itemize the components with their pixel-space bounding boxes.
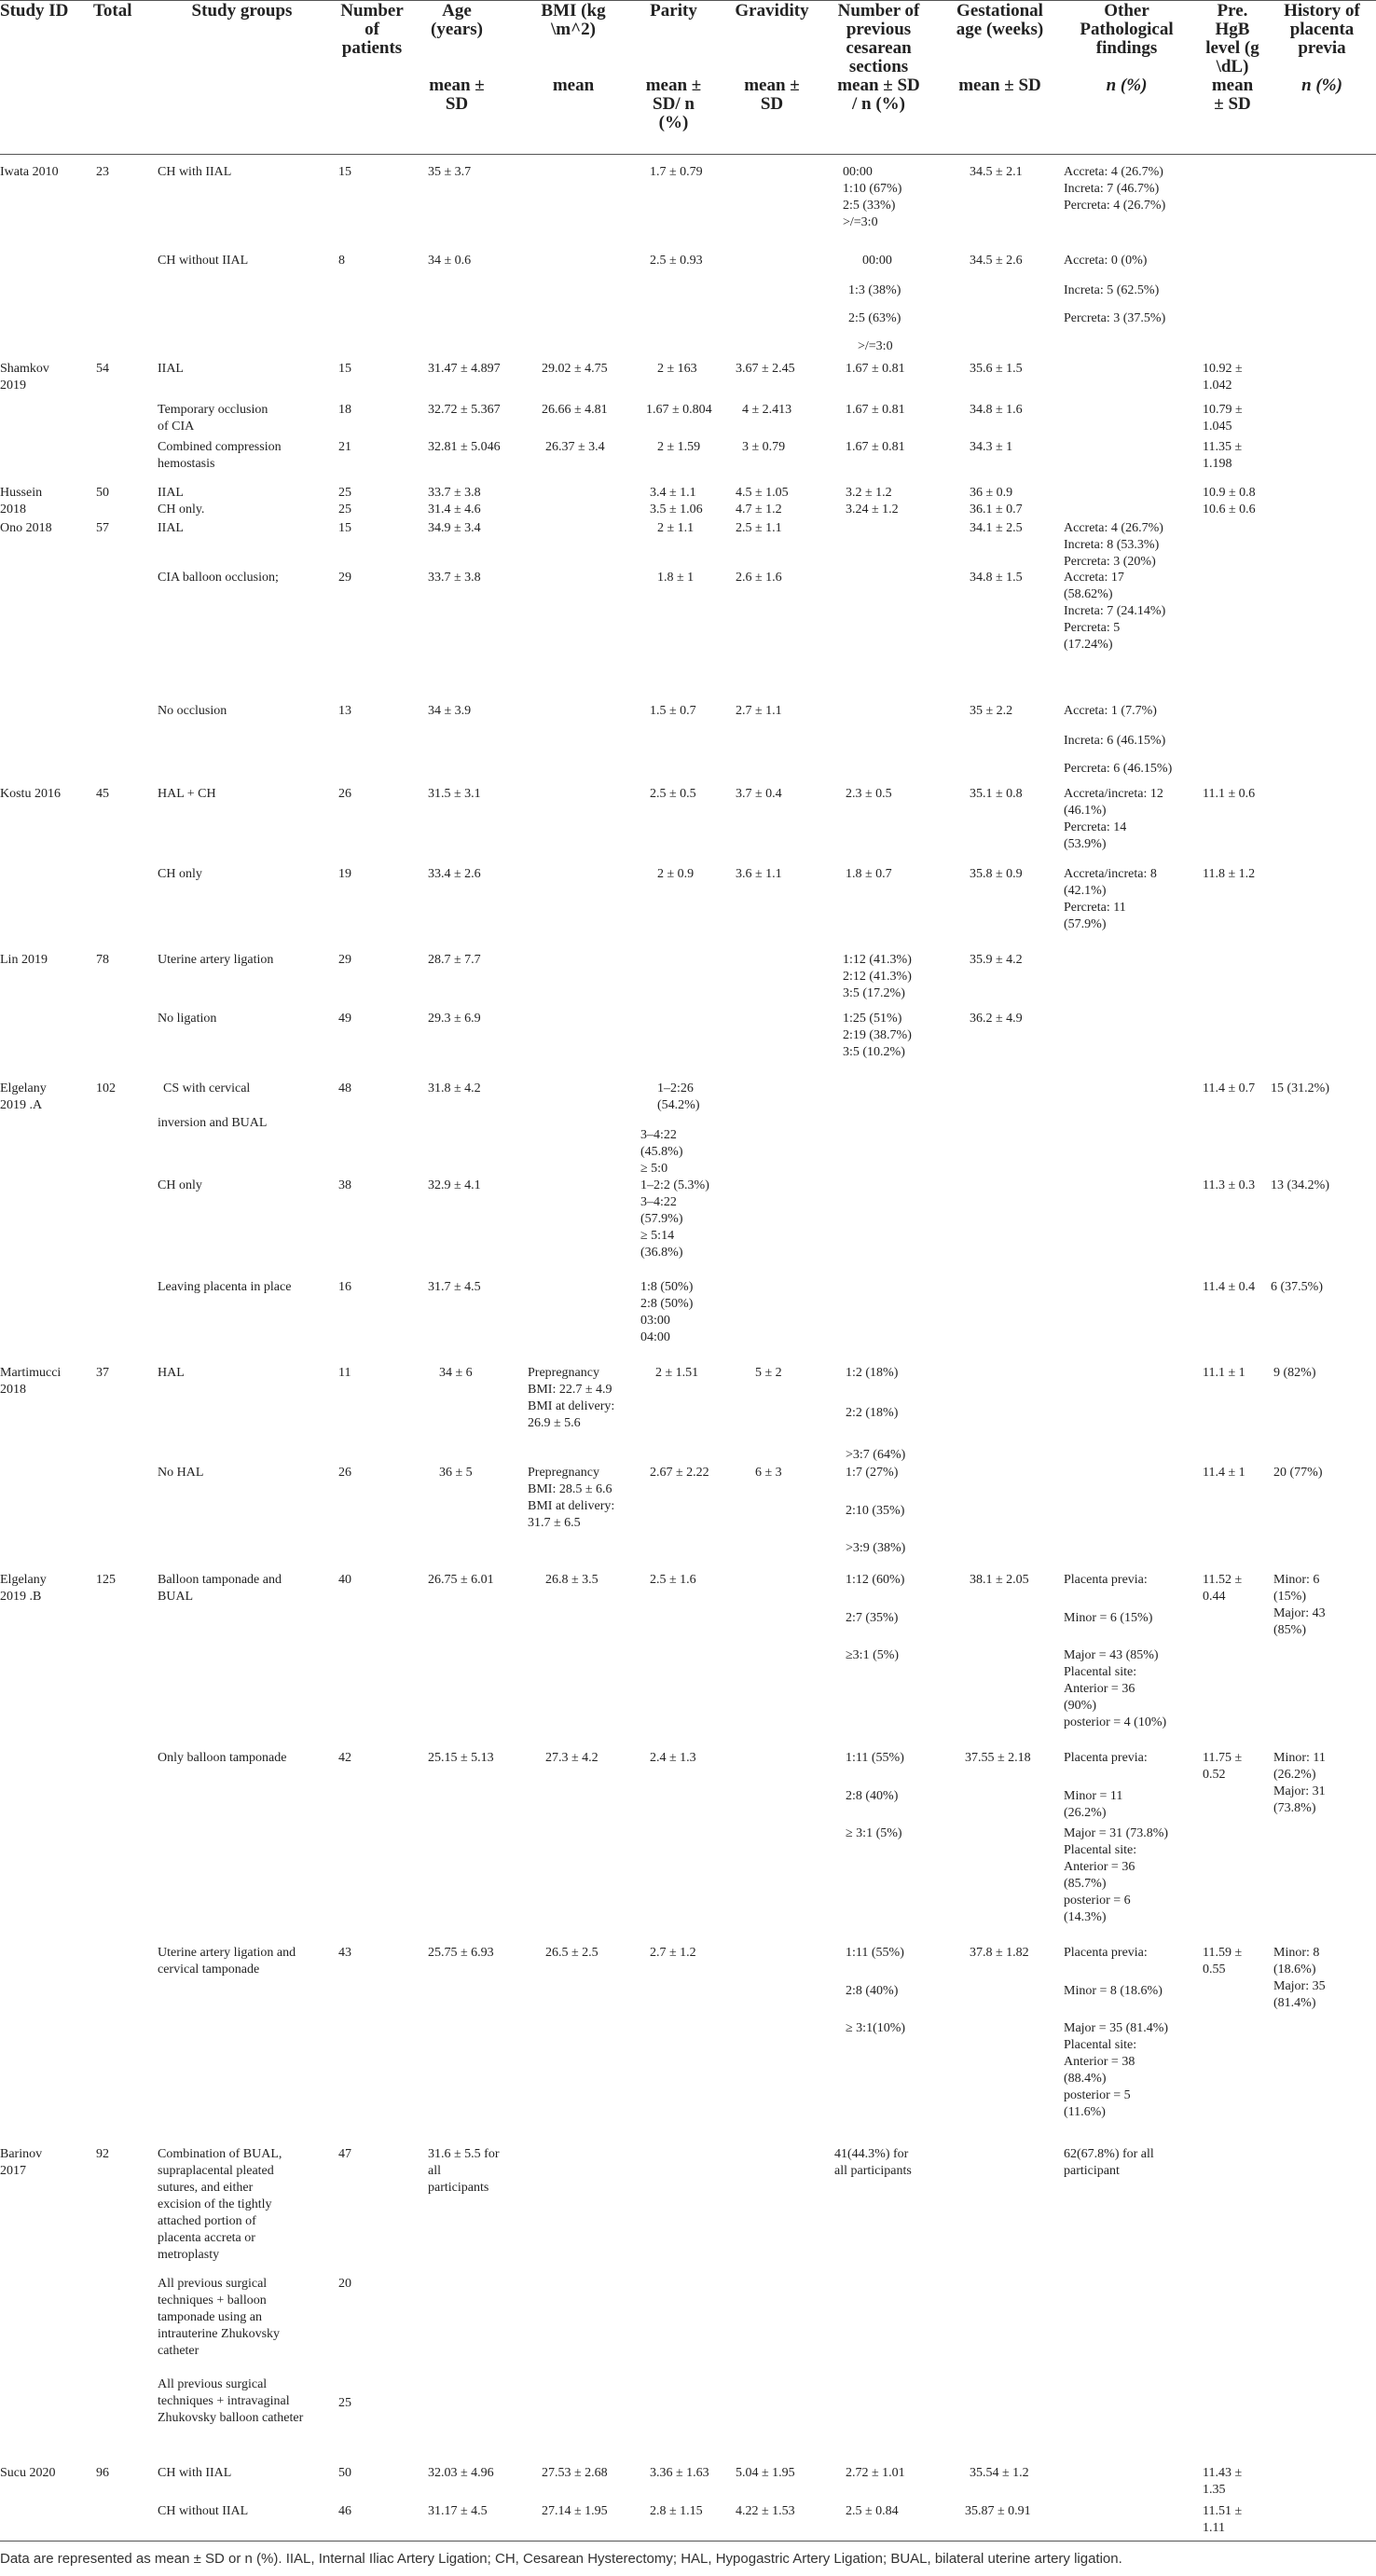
- header-number-of-patients: Number of patients: [340, 1, 404, 58]
- table-cell: 8: [338, 254, 345, 268]
- table-cell: Minor: 8 (18.6%) Major: 35 (81.4%): [1273, 1946, 1326, 2010]
- table-cell: 2.5 ± 0.5: [650, 787, 696, 801]
- table-cell: 1.8 ± 1: [657, 571, 695, 585]
- header-gravidity-sub: mean ± SD: [744, 76, 800, 114]
- table-cell: 42: [338, 1751, 351, 1765]
- table-cell: Percreta: 3 (37.5%): [1064, 311, 1166, 325]
- table-cell: 4 ± 2.413: [742, 403, 792, 417]
- table-cell: 36 ± 5: [439, 1466, 473, 1480]
- table-cell: 11.4 ± 0.4: [1203, 1280, 1256, 1294]
- table-cell: IIAL: [158, 362, 184, 376]
- table-cell: 35 ± 2.2: [970, 704, 1013, 718]
- table-cell: Combination of BUAL, supraplacental pleated sutures, and either excision of the tightly attached portion of placenta accreta or metroplasty: [158, 2147, 282, 2262]
- table-cell: 15: [338, 521, 351, 535]
- table-cell: >3:7 (64%): [846, 1448, 906, 1462]
- table-cell: 29: [338, 571, 351, 585]
- table-cell: 26.5 ± 2.5: [545, 1946, 599, 1960]
- header-pathological-findings: Other Pathological findings: [1080, 1, 1174, 58]
- table-cell: 2.7 ± 1.1: [736, 704, 782, 718]
- table-cell: Minor = 8 (18.6%): [1064, 1984, 1163, 1998]
- table-cell: 50: [338, 2466, 351, 2480]
- table-cell: Minor = 6 (15%): [1064, 1611, 1153, 1625]
- table-cell: 25.15 ± 5.13: [428, 1751, 494, 1765]
- table-cell: CH with IIAL: [158, 165, 232, 179]
- table-cell: ≥3:1 (5%): [846, 1648, 900, 1662]
- header-parity: Parity: [650, 1, 697, 21]
- table-cell: 00:00 1:10 (67%) 2:5 (33%) >/=3:0: [843, 165, 902, 229]
- table-cell: 37.8 ± 1.82: [970, 1946, 1029, 1960]
- table-cell: 10.79 ± 1.045: [1203, 403, 1243, 434]
- table-cell: 34.3 ± 1: [970, 440, 1013, 454]
- table-cell: 1.5 ± 0.7: [650, 704, 696, 718]
- table-cell: Kostu 2016: [0, 787, 61, 801]
- table-cell: 26.75 ± 6.01: [428, 1573, 494, 1587]
- table-cell: 2.7 ± 1.2: [650, 1946, 696, 1960]
- table-cell: 29.02 ± 4.75: [542, 362, 608, 376]
- table-cell: 11.3 ± 0.3: [1203, 1178, 1256, 1192]
- table-bottom-rule: [0, 2541, 1376, 2542]
- table-cell: 2.6 ± 1.6: [736, 571, 782, 585]
- table-cell: 96: [96, 2466, 109, 2480]
- table-cell: 3.67 ± 2.45: [736, 362, 795, 376]
- table-cell: 36.2 ± 4.9: [970, 1012, 1023, 1026]
- table-cell: 1.67 ± 0.81: [846, 362, 905, 376]
- header-parity-sub: mean ± SD/ n (%): [645, 76, 702, 132]
- table-cell: Accreta: 4 (26.7%) Increta: 8 (53.3%) Percreta: 3 (20%): [1064, 521, 1163, 569]
- table-cell: 2 ± 163: [657, 362, 697, 376]
- table-cell: 1:2 (18%): [846, 1366, 899, 1380]
- table-cell: 50: [96, 486, 109, 500]
- table-cell: CIA balloon occlusion;: [158, 571, 279, 585]
- table-cell: ≥ 3:1 (5%): [846, 1826, 902, 1840]
- table-cell: No occlusion: [158, 704, 227, 718]
- table-cell: 48: [338, 1081, 351, 1095]
- table-cell: 29.3 ± 6.9: [428, 1012, 481, 1026]
- table-cell: Balloon tamponade and BUAL: [158, 1573, 282, 1604]
- header-bmi: BMI (kg \m^2): [541, 1, 606, 39]
- table-cell: 32.9 ± 4.1: [428, 1178, 481, 1192]
- table-cell: 1:11 (55%): [846, 1946, 904, 1960]
- table-cell: 31.6 ± 5.5 for all participants: [428, 2147, 500, 2195]
- table-cell: 1:25 (51%) 2:19 (38.7%) 3:5 (10.2%): [843, 1012, 912, 1059]
- table-cell: 49: [338, 1012, 351, 1026]
- table-cell: Ono 2018: [0, 521, 52, 535]
- header-bmi-sub: mean: [552, 76, 595, 95]
- table-cell: 11.8 ± 1.2: [1203, 867, 1256, 881]
- table-cell: 1–2:2 (5.3%) 3–4:22 (57.9%) ≥ 5:14 (36.8%): [640, 1178, 709, 1260]
- table-cell: 2:8 (40%): [846, 1789, 899, 1803]
- table-cell: 34 ± 6: [439, 1366, 473, 1380]
- table-cell: 2.5 ± 0.93: [650, 254, 703, 268]
- table-cell: 2.67 ± 2.22: [650, 1466, 709, 1480]
- table-cell: 41(44.3%) for all participants: [834, 2147, 912, 2178]
- table-cell: 1.7 ± 0.79: [650, 165, 703, 179]
- table-cell: Placenta previa:: [1064, 1573, 1148, 1587]
- table-cell: HAL + CH: [158, 787, 216, 801]
- table-cell: Uterine artery ligation: [158, 953, 274, 967]
- table-cell: ≥ 3:1(10%): [846, 2021, 906, 2035]
- table-cell: 25 25: [338, 486, 351, 517]
- header-gravidity: Gravidity: [735, 1, 809, 21]
- table-cell: 38: [338, 1178, 351, 1192]
- table-cell: Elgelany 2019 .A: [0, 1081, 47, 1112]
- table-cell: Minor: 6 (15%) Major: 43 (85%): [1273, 1573, 1326, 1637]
- table-cell: Major = 35 (81.4%) Placental site: Anterior = 38 (88.4%) posterior = 5 (11.6%): [1064, 2021, 1169, 2119]
- table-cell: 18: [338, 403, 351, 417]
- table-cell: 3.4 ± 1.1 3.5 ± 1.06: [650, 486, 703, 517]
- table-cell: 26: [338, 787, 351, 801]
- table-cell: Placenta previa:: [1064, 1751, 1148, 1765]
- table-cell: 29: [338, 953, 351, 967]
- table-cell: Major = 31 (73.8%) Placental site: Anterior = 36 (85.7%) posterior = 6 (14.3%): [1064, 1826, 1169, 1924]
- table-cell: 27.53 ± 2.68: [542, 2466, 608, 2480]
- table-cell: 2:8 (40%): [846, 1984, 899, 1998]
- table-cell: 4.22 ± 1.53: [736, 2504, 795, 2518]
- table-cell: Increta: 6 (46.15%): [1064, 734, 1166, 748]
- table-cell: inversion and BUAL: [158, 1116, 268, 1130]
- table-cell: 1.67 ± 0.81: [846, 403, 905, 417]
- table-cell: 3 ± 0.79: [742, 440, 786, 454]
- table-cell: 11.43 ± 1.35: [1203, 2466, 1243, 2497]
- table-cell: 1:3 (38%): [848, 283, 901, 297]
- header-pre-hgb: Pre. HgB level (g \dL) mean ± SD: [1205, 1, 1259, 114]
- table-cell: 31.8 ± 4.2: [428, 1081, 481, 1095]
- table-cell: 35.87 ± 0.91: [965, 2504, 1031, 2518]
- table-cell: 32.03 ± 4.96: [428, 2466, 494, 2480]
- table-cell: CH without IIAL: [158, 254, 249, 268]
- table-cell: No HAL: [158, 1466, 204, 1480]
- table-cell: Accreta: 4 (26.7%) Increta: 7 (46.7%) Percreta: 4 (26.7%): [1064, 165, 1166, 213]
- table-cell: 11.35 ± 1.198: [1203, 440, 1243, 471]
- table-cell: 1.67 ± 0.804: [646, 403, 712, 417]
- table-cell: 3.36 ± 1.63: [650, 2466, 709, 2480]
- table-cell: 2 ± 1.59: [657, 440, 701, 454]
- table-cell: 3.2 ± 1.2 3.24 ± 1.2: [846, 486, 899, 517]
- table-cell: 26.66 ± 4.81: [542, 403, 608, 417]
- table-cell: 00:00: [862, 254, 892, 268]
- header-history-placenta-previa: History of placenta previa: [1284, 1, 1360, 58]
- table-cell: 2.4 ± 1.3: [650, 1751, 696, 1765]
- table-cell: Combined compression hemostasis: [158, 440, 282, 471]
- table-cell: CH only: [158, 867, 202, 881]
- header-gestational-age: Gestational age (weeks): [956, 1, 1044, 39]
- table-cell: 43: [338, 1946, 351, 1960]
- table-cell: 3–4:22 (45.8%) ≥ 5:0: [640, 1128, 683, 1176]
- table-cell: Martimucci 2018: [0, 1366, 62, 1397]
- table-cell: 46: [338, 2504, 351, 2518]
- table-cell: 23: [96, 165, 109, 179]
- table-cell: Sucu 2020: [0, 2466, 56, 2480]
- table-cell: Uterine artery ligation and cervical tamponade: [158, 1946, 296, 1977]
- table-cell: 21: [338, 440, 351, 454]
- table-cell: 2.5 ± 1.1: [736, 521, 782, 535]
- table-cell: 1:12 (60%): [846, 1573, 905, 1587]
- table-cell: 57: [96, 521, 109, 535]
- table-cell: 1:11 (55%): [846, 1751, 904, 1765]
- table-cell: 125: [96, 1573, 116, 1587]
- table-cell: 15: [338, 362, 351, 376]
- table-cell: IIAL CH only.: [158, 486, 205, 517]
- table-cell: 26.37 ± 3.4: [545, 440, 605, 454]
- table-cell: 54: [96, 362, 109, 376]
- table-cell: 2.8 ± 1.15: [650, 2504, 703, 2518]
- table-cell: 31.7 ± 4.5: [428, 1280, 481, 1294]
- table-cell: 2:10 (35%): [846, 1504, 905, 1518]
- table-cell: 6 (37.5%): [1271, 1280, 1323, 1294]
- table-cell: 10.92 ± 1.042: [1203, 362, 1243, 393]
- table-cell: CH with IIAL: [158, 2466, 232, 2480]
- table-cell: 34.8 ± 1.5: [970, 571, 1023, 585]
- header-history-placenta-previa-sub: n (%): [1301, 76, 1342, 95]
- table-cell: 1–2:26 (54.2%): [657, 1081, 700, 1112]
- table-cell: CS with cervical: [163, 1081, 251, 1095]
- table-cell: Only balloon tamponade: [158, 1751, 287, 1765]
- table-cell: 102: [96, 1081, 116, 1095]
- table-cell: 9 (82%): [1273, 1366, 1316, 1380]
- table-cell: 2.5 ± 1.6: [650, 1573, 696, 1587]
- table-cell: 11.52 ± 0.44: [1203, 1573, 1243, 1604]
- table-cell: Leaving placenta in place: [158, 1280, 292, 1294]
- table-cell: 20: [338, 2277, 351, 2291]
- table-cell: CH without IIAL: [158, 2504, 249, 2518]
- table-cell: 11.4 ± 1: [1203, 1466, 1245, 1480]
- table-cell: 35 ± 3.7: [428, 165, 472, 179]
- table-cell: 34.5 ± 2.6: [970, 254, 1023, 268]
- table-cell: >/=3:0: [858, 339, 893, 353]
- table-cell: 15: [338, 165, 351, 179]
- table-cell: 13: [338, 704, 351, 718]
- table-cell: 92: [96, 2147, 109, 2161]
- table-cell: IIAL: [158, 521, 184, 535]
- table-cell: Shamkov 2019: [0, 362, 49, 393]
- table-cell: 11: [338, 1366, 351, 1380]
- table-cell: HAL: [158, 1366, 185, 1380]
- table-cell: 2.3 ± 0.5: [846, 787, 892, 801]
- table-cell: 2 ± 0.9: [657, 867, 695, 881]
- table-cell: Minor: 11 (26.2%) Major: 31 (73.8%): [1273, 1751, 1326, 1815]
- header-gestational-age-sub: mean ± SD: [958, 76, 1041, 95]
- table-cell: 35.9 ± 4.2: [970, 953, 1023, 967]
- table-cell: 36 ± 0.9 36.1 ± 0.7: [970, 486, 1023, 517]
- table-cell: Major = 43 (85%) Placental site: Anterior = 36 (90%) posterior = 4 (10%): [1064, 1648, 1167, 1729]
- table-cell: Lin 2019: [0, 953, 48, 967]
- table-cell: 37: [96, 1366, 109, 1380]
- table-cell: Iwata 2010: [0, 165, 59, 179]
- table-cell: Accreta: 17 (58.62%) Increta: 7 (24.14%) Percreta: 5 (17.24%): [1064, 571, 1166, 652]
- table-cell: 40: [338, 1573, 351, 1587]
- table-cell: Minor = 11 (26.2%): [1064, 1789, 1123, 1820]
- header-previous-cesarean: Number of previous cesarean sections mean ± SD / n (%): [837, 1, 920, 114]
- table-cell: 3.6 ± 1.1: [736, 867, 782, 881]
- table-cell: No ligation: [158, 1012, 217, 1026]
- table-cell: Barinov 2017: [0, 2147, 43, 2178]
- table-cell: 78: [96, 953, 109, 967]
- table-cell: 3.7 ± 0.4: [736, 787, 782, 801]
- table-cell: 27.14 ± 1.95: [542, 2504, 608, 2518]
- table-cell: 2.5 ± 0.84: [846, 2504, 899, 2518]
- table-cell: 34 ± 0.6: [428, 254, 472, 268]
- table-cell: Increta: 5 (62.5%): [1064, 283, 1160, 297]
- table-cell: 34.5 ± 2.1: [970, 165, 1023, 179]
- table-cell: Accreta: 1 (7.7%): [1064, 704, 1157, 718]
- table-cell: Percreta: 6 (46.15%): [1064, 762, 1173, 776]
- table-cell: 11.59 ± 0.55: [1203, 1946, 1243, 1977]
- table-cell: 25: [338, 2396, 351, 2410]
- table-cell: 20 (77%): [1273, 1466, 1323, 1480]
- table-cell: 31.5 ± 3.1: [428, 787, 481, 801]
- header-age-sub: mean ± SD: [429, 76, 485, 114]
- table-cell: 31.47 ± 4.897: [428, 362, 501, 376]
- table-cell: 34.9 ± 3.4: [428, 521, 481, 535]
- table-cell: Accreta/increta: 12 (46.1%) Percreta: 14 (53.9%): [1064, 787, 1163, 851]
- table-cell: 15 (31.2%): [1271, 1081, 1329, 1095]
- table-cell: Hussein 2018: [0, 486, 43, 517]
- table-cell: 16: [338, 1280, 351, 1294]
- table-cell: 1:12 (41.3%) 2:12 (41.3%) 3:5 (17.2%): [843, 953, 912, 1000]
- table-footnote: Data are represented as mean ± SD or n (%). IIAL, Internal Iliac Artery Ligation; CH, Cesarean Hysterectomy; HAL, Hypogastric Artery Ligation; BUAL, bilateral uterine artery ligation.: [0, 2551, 1122, 2567]
- table-cell: 33.7 ± 3.8 31.4 ± 4.6: [428, 486, 481, 517]
- table-cell: 2:7 (35%): [846, 1611, 899, 1625]
- table-cell: 5 ± 2: [755, 1366, 782, 1380]
- table-cell: 2:2 (18%): [846, 1406, 899, 1420]
- table-cell: All previous surgical techniques + balloon tamponade using an intrauterine Zhukovsky catheter: [158, 2277, 281, 2358]
- table-cell: 1.8 ± 0.7: [846, 867, 892, 881]
- table-cell: 28.7 ± 7.7: [428, 953, 481, 967]
- table-cell: Prepregnancy BMI: 28.5 ± 6.6 BMI at delivery: 31.7 ± 6.5: [528, 1466, 615, 1530]
- table-cell: 4.5 ± 1.05 4.7 ± 1.2: [736, 486, 789, 517]
- table-cell: 2.72 ± 1.01: [846, 2466, 905, 2480]
- table-cell: >3:9 (38%): [846, 1541, 906, 1555]
- table-cell: 1.67 ± 0.81: [846, 440, 905, 454]
- table-cell: 33.4 ± 2.6: [428, 867, 481, 881]
- table-cell: All previous surgical techniques + intravaginal Zhukovsky balloon catheter: [158, 2377, 304, 2425]
- table-cell: 32.81 ± 5.046: [428, 440, 501, 454]
- table-cell: 11.1 ± 0.6: [1203, 787, 1256, 801]
- table-cell: 34.8 ± 1.6: [970, 403, 1023, 417]
- table-cell: 35.8 ± 0.9: [970, 867, 1023, 881]
- table-cell: 62(67.8%) for all participant: [1064, 2147, 1154, 2178]
- table-cell: 37.55 ± 2.18: [965, 1751, 1031, 1765]
- header-study-groups: Study groups: [191, 1, 293, 21]
- table-cell: 31.17 ± 4.5: [428, 2504, 488, 2518]
- table-cell: 26.8 ± 3.5: [545, 1573, 599, 1587]
- table-cell: 34 ± 3.9: [428, 704, 472, 718]
- table-cell: 2:5 (63%): [848, 311, 901, 325]
- table-cell: 25.75 ± 6.93: [428, 1946, 494, 1960]
- table-cell: Accreta/increta: 8 (42.1%) Percreta: 11 (57.9%): [1064, 867, 1157, 931]
- header-age: Age (years): [431, 1, 483, 39]
- table-cell: 10.9 ± 0.8 10.6 ± 0.6: [1203, 486, 1256, 517]
- table-cell: 38.1 ± 2.05: [970, 1573, 1029, 1587]
- table-cell: 35.1 ± 0.8: [970, 787, 1023, 801]
- table-cell: 35.54 ± 1.2: [970, 2466, 1029, 2480]
- table-cell: 5.04 ± 1.95: [736, 2466, 795, 2480]
- table-cell: 26: [338, 1466, 351, 1480]
- table-cell: CH only: [158, 1178, 202, 1192]
- table-cell: 19: [338, 867, 351, 881]
- table-cell: 47: [338, 2147, 351, 2161]
- header-total: Total: [93, 1, 132, 21]
- table-cell: Elgelany 2019 .B: [0, 1573, 47, 1604]
- table-cell: Temporary occlusion of CIA: [158, 403, 268, 434]
- table-cell: 11.51 ± 1.11: [1203, 2504, 1243, 2535]
- table-cell: 33.7 ± 3.8: [428, 571, 481, 585]
- table-cell: Prepregnancy BMI: 22.7 ± 4.9 BMI at delivery: 26.9 ± 5.6: [528, 1366, 615, 1430]
- table-cell: 13 (34.2%): [1271, 1178, 1329, 1192]
- table-cell: 11.4 ± 0.7: [1203, 1081, 1256, 1095]
- table-cell: 11.1 ± 1: [1203, 1366, 1245, 1380]
- table-cell: Accreta: 0 (0%): [1064, 254, 1148, 268]
- table-cell: 1:7 (27%): [846, 1466, 899, 1480]
- table-cell: 32.72 ± 5.367: [428, 403, 501, 417]
- table-cell: 2 ± 1.51: [655, 1366, 699, 1380]
- table-cell: 34.1 ± 2.5: [970, 521, 1023, 535]
- table-cell: 11.75 ± 0.52: [1203, 1751, 1243, 1782]
- table-cell: Placenta previa:: [1064, 1946, 1148, 1960]
- table-cell: 6 ± 3: [755, 1466, 782, 1480]
- table-cell: 1:8 (50%) 2:8 (50%) 03:00 04:00: [640, 1280, 694, 1344]
- header-bottom-rule: [0, 154, 1376, 155]
- table-cell: 45: [96, 787, 109, 801]
- table-cell: 35.6 ± 1.5: [970, 362, 1023, 376]
- header-pathological-findings-sub: n (%): [1106, 76, 1148, 95]
- table-cell: 27.3 ± 4.2: [545, 1751, 599, 1765]
- header-study-id: Study ID: [0, 1, 69, 21]
- table-cell: 2 ± 1.1: [657, 521, 695, 535]
